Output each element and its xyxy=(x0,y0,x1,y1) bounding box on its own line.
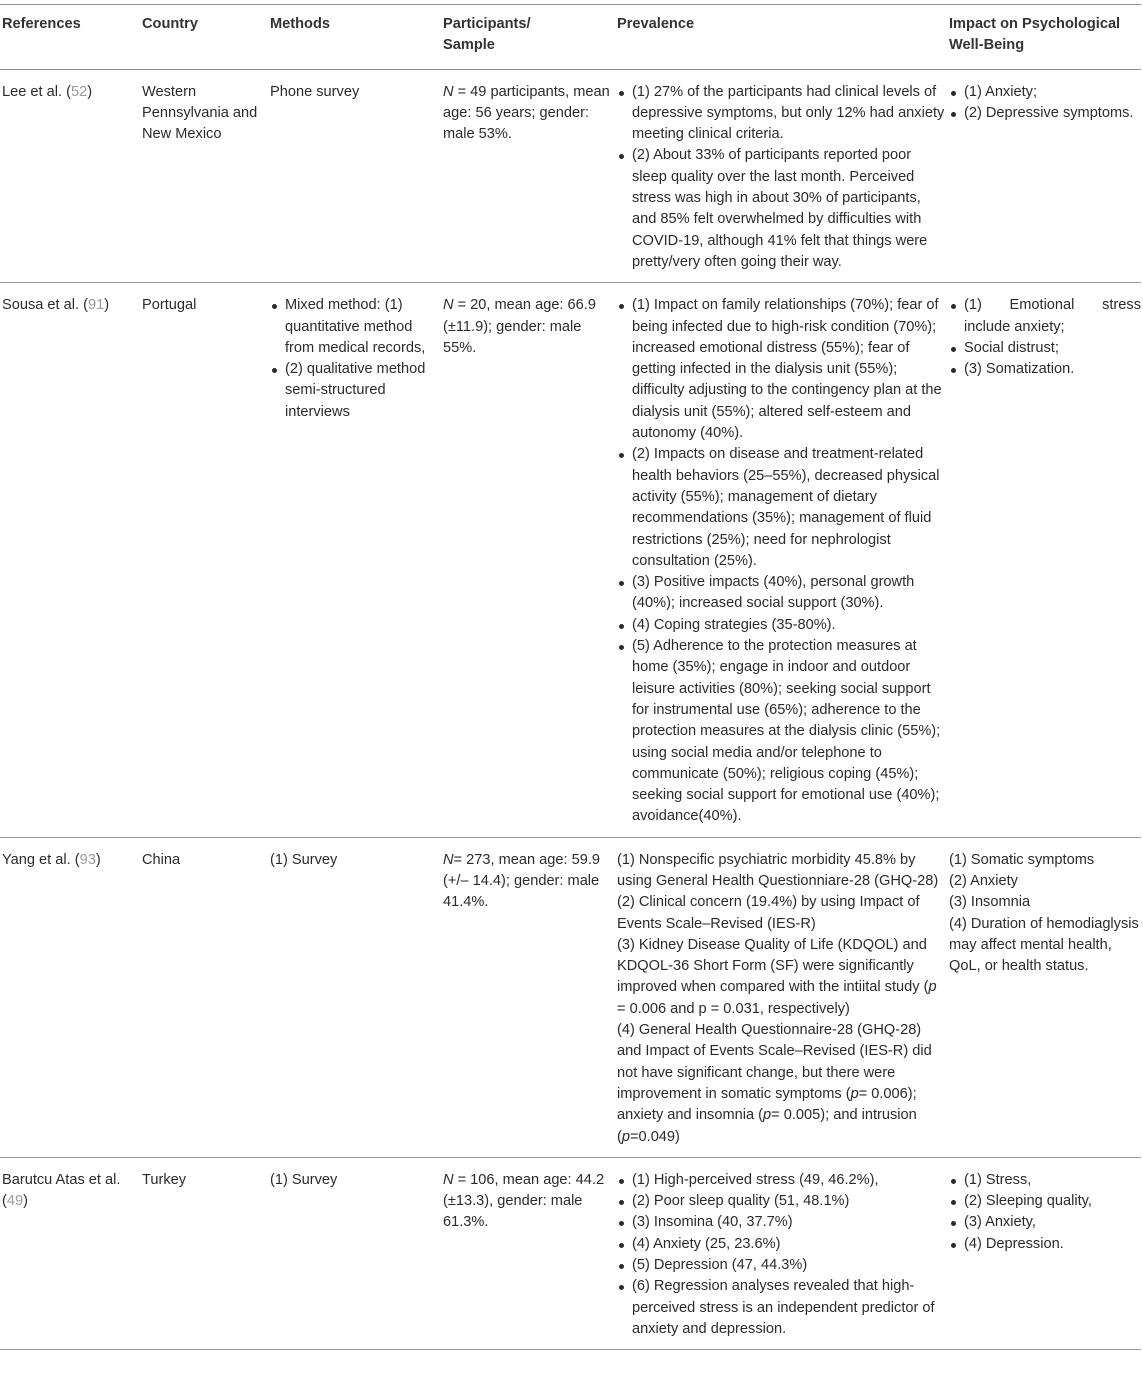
header-country: Country xyxy=(142,5,270,70)
impact-cell xyxy=(949,837,1141,1157)
impact-cell xyxy=(949,1157,1141,1349)
list-item: (1) Stress, xyxy=(949,1170,1141,1191)
impact-cell xyxy=(949,69,1141,283)
sample-cell xyxy=(443,69,617,283)
reference-author: Lee et al. ( xyxy=(2,83,71,100)
table-row xyxy=(0,283,1141,837)
n-label: N xyxy=(443,297,454,314)
list-item: (4) Depression. xyxy=(949,1234,1141,1255)
list-item: (2) Impacts on disease and treatment-related health behaviors (25–55%), decreased physical activity (55%); management of dietary recommendations (35%); management of fluid restrictions (25%); need for nephrologist consultation (25%). xyxy=(617,444,949,572)
prevalence-line xyxy=(617,935,945,1020)
n-label: N xyxy=(443,851,454,868)
list-item: (3) Insomina (40, 37.7%) xyxy=(617,1212,949,1233)
sample-text: = 106, mean age: 44.2 (±13.3), gender: male 61.3%. xyxy=(443,1171,605,1231)
list-item: (2) Depressive symptoms. xyxy=(949,103,1141,124)
methods-cell xyxy=(270,283,443,837)
country-cell: Turkey xyxy=(142,1157,270,1349)
list-item: (2) qualitative method semi-structured interviews xyxy=(270,359,443,423)
table-row xyxy=(0,1157,1141,1349)
reference-author: Barutcu Atas et al. ( xyxy=(2,1171,121,1210)
methods-cell xyxy=(270,69,443,283)
method-text: Phone survey xyxy=(270,83,360,100)
reference-author: Sousa et al. ( xyxy=(2,297,88,314)
sample-cell xyxy=(443,1157,617,1349)
reference-cell xyxy=(0,837,142,1157)
list-item: (5) Depression (47, 44.3%) xyxy=(617,1255,949,1276)
header-references: References xyxy=(0,5,142,70)
methods-cell xyxy=(270,1157,443,1349)
header-participants: Participants/ Sample xyxy=(443,5,617,70)
list-item: (6) Regression analyses revealed that high-perceived stress is an independent predictor of anxiety and depression. xyxy=(617,1276,949,1340)
impact-line: (1) Somatic symptoms xyxy=(949,851,1095,868)
reference-close: ) xyxy=(87,83,93,100)
prevalence-text: = 0.006 and p = 0.031, respectively) xyxy=(617,1000,850,1017)
reference-close: ) xyxy=(104,297,110,314)
prevalence-line xyxy=(617,1020,945,1148)
list-item: (4) Anxiety (25, 23.6%) xyxy=(617,1234,949,1255)
p-symbol: p xyxy=(928,979,937,996)
prevalence-line: (1) Nonspecific psychiatric morbidity 45.8% by using General Health Questionniare-28 (GHQ-28) xyxy=(617,851,939,889)
list-item: (1) Impact on family relationships (70%); fear of being infected due to high-risk condition (70%); increased emotional distress (55%); fear of getting infected in the dialysis unit (55%); difficulty adjusting to the contingency plan at the dialysis unit (55%); altered self-esteem and autonomy (40%). xyxy=(617,295,949,444)
n-label: N xyxy=(443,83,454,100)
list-item: (3) Positive impacts (40%), personal growth (40%); increased social support (30%). xyxy=(617,572,949,615)
country-cell: China xyxy=(142,837,270,1157)
list-item: (3) Anxiety, xyxy=(949,1212,1141,1233)
reference-cell xyxy=(0,283,142,837)
methods-cell xyxy=(270,837,443,1157)
header-impact: Impact on Psychological Well-Being xyxy=(949,5,1141,70)
sample-cell xyxy=(443,283,617,837)
p-symbol: p xyxy=(763,1107,772,1124)
prevalence-text: = 0.005); and intrusion ( xyxy=(617,1107,917,1145)
country-cell: Portugal xyxy=(142,283,270,837)
impact-line: (3) Insomnia xyxy=(949,894,1031,911)
list-item: (4) Coping strategies (35-80%). xyxy=(617,615,949,636)
list-item: (1) High-perceived stress (49, 46.2%), xyxy=(617,1170,949,1191)
sample-cell xyxy=(443,837,617,1157)
p-symbol: p xyxy=(850,1085,859,1102)
reference-cell xyxy=(0,69,142,283)
list-item: (3) Somatization. xyxy=(949,359,1141,380)
impact-text-a: (1) Emotional stress xyxy=(964,297,1141,314)
reference-number-link[interactable]: 49 xyxy=(6,1193,24,1210)
reference-author: Yang et al. ( xyxy=(2,851,80,868)
prevalence-text: (4) General Health Questionnaire-28 (GHQ-28) and Impact of Events Scale–Revised (IES-R) did not have significant change, but there were improvement in somatic symptoms ( xyxy=(617,1022,932,1102)
sample-text: = 49 participants, mean age: 56 years; gender: male 53%. xyxy=(443,83,610,143)
impact-line: (2) Anxiety xyxy=(949,872,1018,889)
list-item: Mixed method: (1) quantitative method from medical records, xyxy=(270,295,443,359)
sample-text: = 273, mean age: 59.9 (+/– 14.4); gender: male 41.4%. xyxy=(443,851,601,911)
prevalence-text: =0.049) xyxy=(630,1128,680,1145)
method-text: (1) Survey xyxy=(270,1171,338,1188)
list-item: (2) Poor sleep quality (51, 48.1%) xyxy=(617,1191,949,1212)
impact-text-b: include anxiety; xyxy=(964,318,1065,335)
table-row xyxy=(0,69,1141,283)
reference-number-link[interactable]: 91 xyxy=(88,297,105,314)
prevalence-cell xyxy=(617,837,949,1157)
table-row xyxy=(0,837,1141,1157)
prevalence-text: = 0.006); anxiety and insomnia ( xyxy=(617,1085,917,1124)
table-header xyxy=(0,5,1141,70)
list-item: (1) Anxiety; xyxy=(949,82,1141,103)
list-item: (2) Sleeping quality, xyxy=(949,1191,1141,1212)
country-cell: Western Pennsylvania and New Mexico xyxy=(142,69,270,283)
prevalence-cell xyxy=(617,283,949,837)
reference-number-link[interactable]: 93 xyxy=(79,851,96,868)
reference-cell xyxy=(0,1157,142,1349)
header-methods: Methods xyxy=(270,5,443,70)
prevalence-line: (2) Clinical concern (19.4%) by using Impact of Events Scale–Revised (IES-R) xyxy=(617,894,920,932)
list-item: (1) 27% of the participants had clinical levels of depressive symptoms, but only 12% had anxiety meeting clinical criteria. xyxy=(617,82,949,146)
p-symbol: p xyxy=(621,1128,630,1145)
list-item: (5) Adherence to the protection measures at home (35%); engage in indoor and outdoor leisure activities (80%); seeking social support for instrumental use (65%); adherence to the protection measures at the dialysis clinic (55%); using social media and/or telephone to communicate (50%); religious coping (45%); seeking social support for emotional use (40%); avoidance(40%). xyxy=(617,636,949,828)
list-item xyxy=(949,295,1141,338)
reference-close: ) xyxy=(23,1193,28,1210)
sample-text: = 20, mean age: 66.9 (±11.9); gender: male 55%. xyxy=(443,297,596,356)
header-prevalence: Prevalence xyxy=(617,5,949,70)
reference-number-link[interactable]: 52 xyxy=(70,83,88,100)
prevalence-text: (3) Kidney Disease Quality of Life (KDQOL) and KDQOL-36 Short Form (SF) were significantly improved when compared with the intiital study ( xyxy=(617,936,929,996)
method-text: (1) Survey xyxy=(270,851,338,868)
prevalence-cell xyxy=(617,1157,949,1349)
impact-cell xyxy=(949,283,1141,837)
n-label: N xyxy=(443,1171,454,1188)
reference-close: ) xyxy=(95,851,101,868)
impact-line: (4) Duration of hemodiaglysis may affect mental health, QoL, or health status. xyxy=(949,915,1139,975)
review-table xyxy=(0,4,1141,1350)
list-item: Social distrust; xyxy=(949,338,1141,359)
prevalence-cell xyxy=(617,69,949,283)
list-item: (2) About 33% of participants reported poor sleep quality over the last month. Perceived stress was high in about 30% of participants, and 85% felt overwhelmed by difficulties with COVID-19, although 41% felt that things were pretty/very often going their way. xyxy=(617,145,949,273)
